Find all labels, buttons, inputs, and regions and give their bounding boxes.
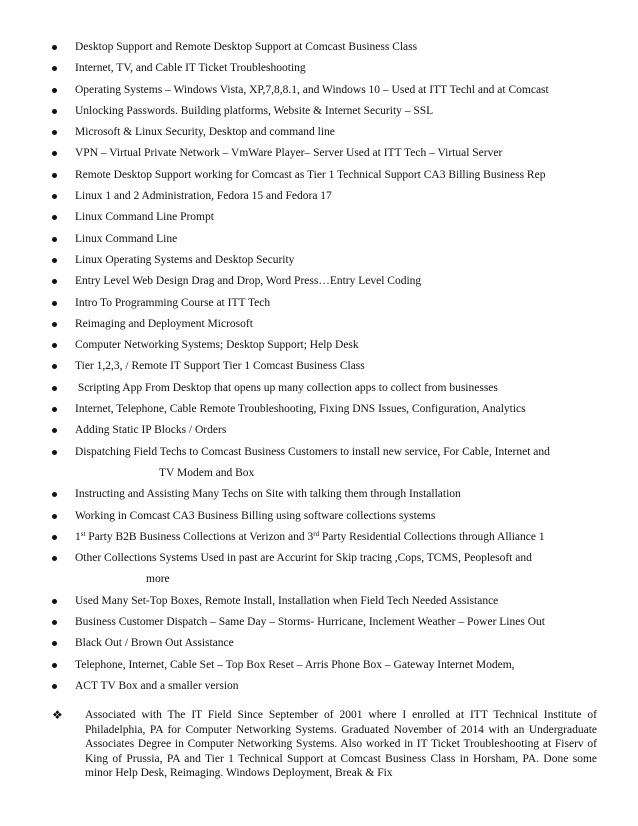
- list-item: Telephone, Internet, Cable Set – Top Box Reset – Arris Phone Box – Gateway Internet Modem,: [52, 655, 612, 676]
- bullet-icon: [52, 237, 57, 242]
- list-item: Scripting App From Desktop that opens up many collection apps to collect from businesses: [52, 378, 612, 399]
- list-item: Computer Networking Systems; Desktop Support; Help Desk: [52, 335, 612, 356]
- list-item: Tier 1,2,3, / Remote IT Support Tier 1 Comcast Business Class: [52, 356, 612, 377]
- list-item: Internet, Telephone, Cable Remote Troubleshooting, Fixing DNS Issues, Configuration, Analytics: [52, 399, 612, 420]
- bullet-icon: [52, 514, 57, 519]
- bullet-icon: [52, 407, 57, 412]
- bullet-icon: [52, 109, 57, 114]
- bullet-icon: [52, 428, 57, 433]
- list-item: Reimaging and Deployment Microsoft: [52, 314, 612, 335]
- list-item: Linux Operating Systems and Desktop Security: [52, 250, 612, 271]
- list-item: Linux Command Line Prompt: [52, 207, 612, 228]
- list-item: Unlocking Passwords. Building platforms, Website & Internet Security – SSL: [52, 101, 612, 122]
- list-item: Instructing and Assisting Many Techs on Site with talking them through Installation: [52, 484, 612, 505]
- bullet-icon: [52, 641, 57, 646]
- list-item: Desktop Support and Remote Desktop Support at Comcast Business Class: [52, 37, 612, 58]
- bullet-icon: [52, 215, 57, 220]
- bullet-icon: [52, 301, 57, 306]
- list-item: Black Out / Brown Out Assistance: [52, 633, 612, 654]
- bullet-icon: [52, 66, 57, 71]
- list-item: Business Customer Dispatch – Same Day – Storms- Hurricane, Inclement Weather – Power Lines Out: [52, 612, 612, 633]
- skills-list: [52, 37, 612, 697]
- bullet-icon: [52, 45, 57, 50]
- list-item: Used Many Set-Top Boxes, Remote Install, Installation when Field Tech Needed Assistance: [52, 591, 612, 612]
- bullet-icon: [52, 492, 57, 497]
- list-item: Remote Desktop Support working for Comcast as Tier 1 Technical Support CA3 Billing Business Rep: [52, 165, 612, 186]
- bullet-icon: [52, 151, 57, 156]
- bullet-icon: [52, 535, 57, 540]
- associated-paragraph: Associated with The IT Field Since September of 2001 where I enrolled at ITT Technical Institute of Philadelphia, PA for Computer Networking Systems. Graduated November of 2014 with an Undergraduate Associates Degree in Computer Networking Systems. Also worked in IT Ticket Troubleshooting at Fiserv of King of Prussia, PA and Tier 1 Technical Support at Comcast Business Class in Horsham, PA. Done some minor Help Desk, Reimaging. Windows Deployment, Break & Fix: [85, 709, 597, 780]
- other-line-1: Other Collections Systems Used in past are Accurint for Skip tracing ,Cops, TCMS, Peoplesoft and: [75, 552, 532, 565]
- bullet-icon: [52, 364, 57, 369]
- bullet-icon: [52, 194, 57, 199]
- list-item: Linux 1 and 2 Administration, Fedora 15 and Fedora 17: [52, 186, 612, 207]
- list-item: Linux Command Line: [52, 229, 612, 250]
- bullet-icon: [52, 599, 57, 604]
- list-item-dispatching: [52, 442, 612, 485]
- bullet-icon: [52, 173, 57, 178]
- bullet-icon: [52, 684, 57, 689]
- dispatching-line-1: Dispatching Field Techs to Comcast Business Customers to install new service, For Cable, Internet and: [75, 445, 550, 458]
- list-item: ACT TV Box and a smaller version: [52, 676, 612, 697]
- list-item-party-collections: 1st Party B2B Business Collections at Verizon and 3rd Party Residential Collections through Alliance 1: [52, 527, 612, 548]
- list-item: VPN – Virtual Private Network – VmWare Player– Server Used at ITT Tech – Virtual Server: [52, 143, 612, 164]
- list-item: Microsoft & Linux Security, Desktop and command line: [52, 122, 612, 143]
- bullet-icon: [52, 663, 57, 668]
- other-line-2: more: [146, 573, 170, 586]
- bullet-icon: [52, 620, 57, 625]
- list-item-other-collections: [52, 548, 612, 591]
- bullet-icon: [52, 556, 57, 561]
- dispatching-line-2: TV Modem and Box: [159, 466, 255, 479]
- list-item: Working in Comcast CA3 Business Billing using software collections systems: [52, 506, 612, 527]
- list-item: Entry Level Web Design Drag and Drop, Word Press…Entry Level Coding: [52, 271, 612, 292]
- bullet-icon: [52, 88, 57, 93]
- list-item: Intro To Programming Course at ITT Tech: [52, 293, 612, 314]
- list-item: Adding Static IP Blocks / Orders: [52, 420, 612, 441]
- bullet-icon: [52, 343, 57, 348]
- bullet-icon: [52, 322, 57, 327]
- diamond-bullet-icon: ❖: [52, 708, 63, 722]
- bullet-icon: [52, 386, 57, 391]
- bullet-icon: [52, 258, 57, 263]
- list-item: Internet, TV, and Cable IT Ticket Troubleshooting: [52, 58, 612, 79]
- list-item: Operating Systems – Windows Vista, XP,7,8,8.1, and Windows 10 – Used at ITT Techl and at Comcast: [52, 80, 612, 101]
- bullet-icon: [52, 279, 57, 284]
- bullet-icon: [52, 450, 57, 455]
- bullet-icon: [52, 130, 57, 135]
